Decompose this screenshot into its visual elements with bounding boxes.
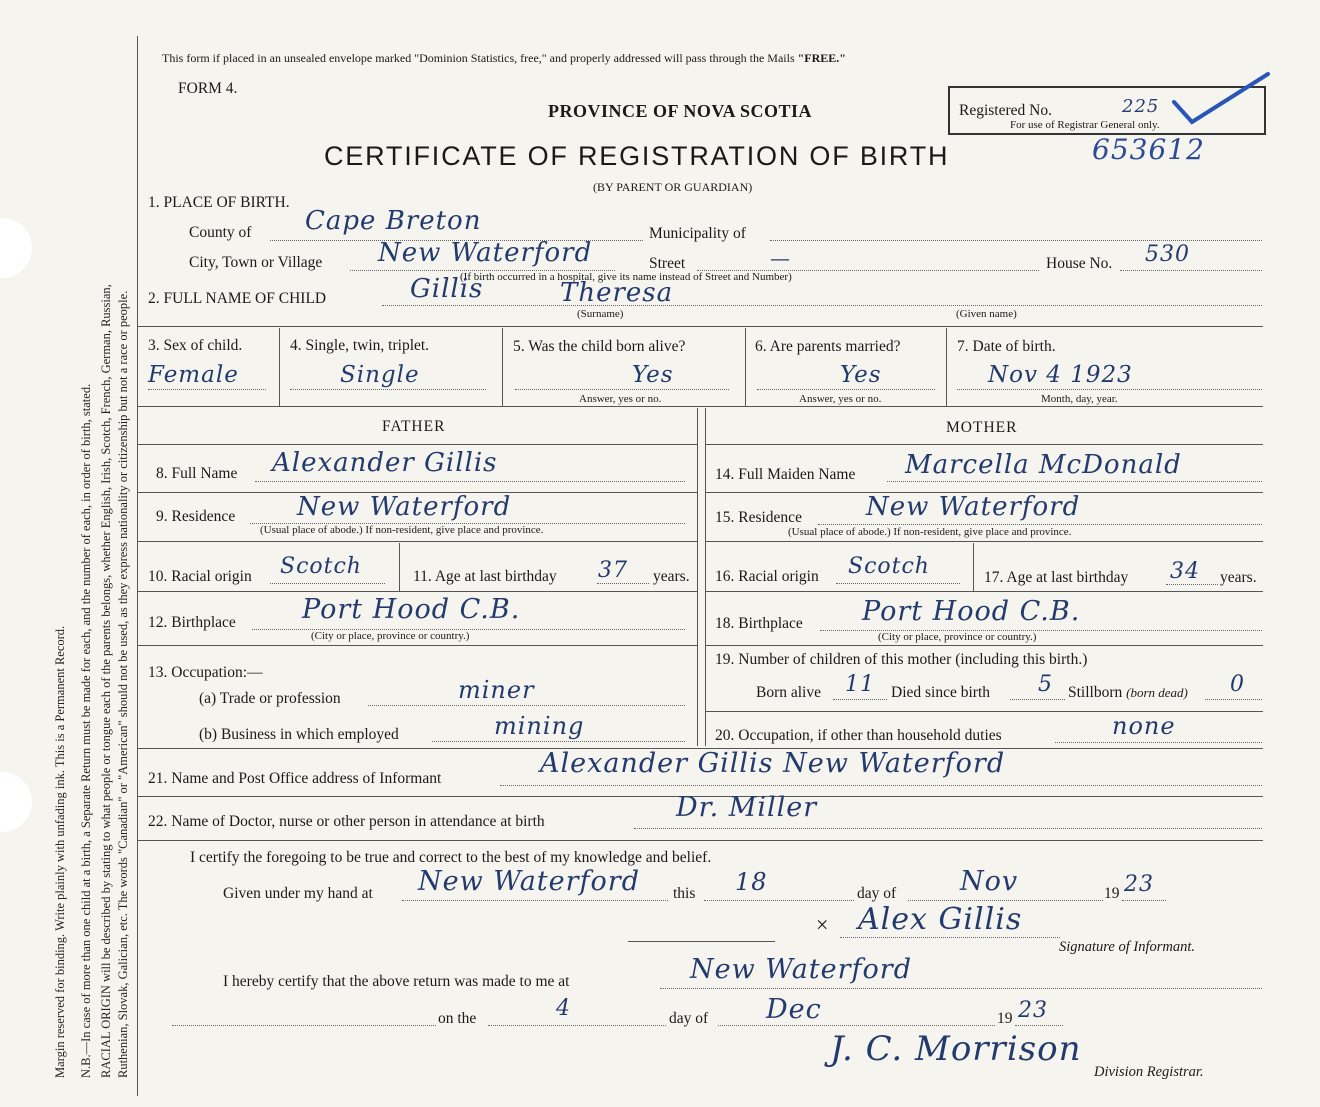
mother-name-value: Marcella McDonald <box>905 450 1182 480</box>
house-number-line <box>1120 270 1262 271</box>
child-name-line <box>382 305 1262 306</box>
division-registrar-caption: Division Registrar. <box>1094 1064 1204 1080</box>
county-value: Cape Breton <box>305 206 482 236</box>
father-age-line <box>597 583 649 584</box>
row-rule <box>705 711 1263 712</box>
father-name-label: 8. Full Name <box>156 465 238 482</box>
parents-divider <box>697 408 698 746</box>
county-label: County of <box>189 224 252 241</box>
certificate-title: CERTIFICATE OF REGISTRATION OF BIRTH <box>324 141 950 171</box>
registrar-use-note: For use of Registrar General only. <box>1010 119 1160 131</box>
father-heading: FATHER <box>382 418 446 435</box>
trade-label: (a) Trade or profession <box>199 690 341 707</box>
stillborn-line <box>1205 699 1262 700</box>
date-of-birth-line <box>957 389 1262 390</box>
mother-residence-value: New Waterford <box>866 492 1081 522</box>
certificate-subtitle: (BY PARENT OR GUARDIAN) <box>593 180 753 194</box>
father-birthplace-value: Port Hood C.B. <box>302 594 521 625</box>
row-rule <box>137 645 697 646</box>
mother-birthplace-label: 18. Birthplace <box>715 615 803 632</box>
parents-divider <box>705 408 706 746</box>
business-value: mining <box>494 712 585 740</box>
given-year-line <box>1122 900 1166 901</box>
died-since-birth-line <box>1010 699 1065 700</box>
registrar-place-line <box>660 988 1262 989</box>
informant-signature-line <box>840 937 1060 938</box>
surname-caption: (Surname) <box>577 308 624 320</box>
father-name-line <box>255 481 685 482</box>
mother-residence-label: 15. Residence <box>715 509 802 526</box>
registered-label: Registered No. <box>959 102 1052 119</box>
row-rule <box>705 591 1263 592</box>
birthplace-caption: (City or place, province or country.) <box>878 631 1037 643</box>
row-rule <box>137 541 697 542</box>
informant-line <box>500 785 1262 786</box>
binding-hole <box>0 772 32 832</box>
mother-racial-line <box>836 583 960 584</box>
trade-value: miner <box>458 676 535 704</box>
row-rule <box>705 444 1263 445</box>
street-value: — <box>770 246 791 270</box>
given-name-caption: (Given name) <box>956 308 1017 320</box>
on-the-label: on the <box>438 1010 477 1027</box>
given-year-value: 23 <box>1124 872 1154 897</box>
father-name-value: Alexander Gillis <box>272 448 498 478</box>
registrar-year-line <box>1015 1025 1063 1026</box>
mother-name-line <box>887 481 1262 482</box>
mother-name-label: 14. Full Maiden Name <box>715 466 856 483</box>
stillborn-value: 0 <box>1230 672 1245 697</box>
attendant-value: Dr. Miller <box>676 792 818 823</box>
mother-racial-value: Scotch <box>848 554 930 579</box>
binding-hole <box>0 218 32 278</box>
mother-age-label: 17. Age at last birthday <box>984 569 1129 586</box>
mother-heading: MOTHER <box>946 419 1018 436</box>
abode-caption: (Usual place of abode.) If non-resident, give place and province. <box>788 526 1072 538</box>
father-age-label: 11. Age at last birthday <box>413 568 557 585</box>
business-line <box>432 741 685 742</box>
stillborn-label: Stillborn (born dead) <box>1068 684 1188 701</box>
given-under-hand-label: Given under my hand at <box>223 885 373 902</box>
mother-age-line <box>1166 584 1218 585</box>
given-place-value: New Waterford <box>418 866 640 897</box>
column-divider <box>399 543 400 591</box>
plurality-label: 4. Single, twin, triplet. <box>290 337 430 354</box>
margin-rule <box>137 36 138 1096</box>
sex-line <box>148 389 266 390</box>
given-place-line <box>402 900 668 901</box>
given-month-value: Nov <box>960 866 1019 897</box>
column-divider <box>502 328 503 406</box>
municipality-line <box>770 240 1262 241</box>
mother-residence-line <box>818 524 1262 525</box>
father-residence-label: 9. Residence <box>156 508 236 525</box>
attendant-label: 22. Name of Doctor, nurse or other person in attendance at birth <box>148 813 545 830</box>
parents-married-line <box>757 389 935 390</box>
mother-racial-label: 16. Racial origin <box>715 568 819 585</box>
row-rule <box>137 326 1263 327</box>
died-since-birth-label: Died since birth <box>891 684 991 701</box>
row-rule <box>137 444 697 445</box>
father-racial-line <box>270 583 385 584</box>
abode-caption: (Usual place of abode.) If non-resident, give place and province. <box>260 524 544 536</box>
certification-statement: I certify the foregoing to be true and correct to the best of my knowledge and belief. <box>190 849 712 866</box>
house-number-label: House No. <box>1046 255 1113 272</box>
born-alive-value: Yes <box>632 362 674 388</box>
date-of-birth-label: 7. Date of birth. <box>957 338 1056 355</box>
row-rule <box>137 840 1263 841</box>
city-label: City, Town or Village <box>189 254 323 271</box>
margin-note: Margin reserved for binding. Write plainly with unfading ink. This is a Permanent Record. <box>53 625 67 1078</box>
plurality-line <box>290 389 486 390</box>
born-alive-count-line <box>833 699 887 700</box>
house-number-value: 530 <box>1145 242 1190 267</box>
business-label: (b) Business in which employed <box>199 726 399 743</box>
trade-line <box>368 705 685 706</box>
form-number: FORM 4. <box>178 80 238 97</box>
date-of-birth-value: Nov 4 1923 <box>988 362 1133 388</box>
column-divider <box>946 328 947 406</box>
street-label: Street <box>649 255 686 272</box>
sex-value: Female <box>148 362 239 388</box>
born-alive-label: 5. Was the child born alive? <box>513 338 686 355</box>
child-surname-value: Gillis <box>410 274 484 304</box>
given-month-line <box>908 900 1103 901</box>
born-alive-count-value: 11 <box>845 672 875 697</box>
row-rule <box>137 406 1263 407</box>
child-name-label: 2. FULL NAME OF CHILD <box>148 290 327 307</box>
father-racial-label: 10. Racial origin <box>148 568 252 585</box>
sex-label: 3. Sex of child. <box>148 337 243 354</box>
racial-origin-note: RACIAL ORIGIN will be described by stating to what people or tongue each of the parents belongs, whether English, Irish, Scotch, French, German, Russian, <box>99 284 113 1078</box>
birthplace-caption: (City or place, province or country.) <box>311 630 470 642</box>
mother-years-label: years. <box>1220 569 1257 586</box>
registrar-month-value: Dec <box>766 994 822 1025</box>
informant-signature: Alex Gillis <box>858 902 1023 937</box>
died-since-birth-value: 5 <box>1038 672 1053 697</box>
father-age-value: 37 <box>598 558 628 583</box>
multiple-birth-note: N.B.—In case of more than one child at a birth, a Separate Return must be made for each, and the number of each, in order of birth, stated. <box>79 383 93 1078</box>
children-count-label: 19. Number of children of this mother (including this birth.) <box>715 651 1088 668</box>
municipality-label: Municipality of <box>649 225 746 242</box>
racial-origin-note-continued: Ruthenian, Slovak, Galician, etc. The words "Canadian" or "American" should not be used, as they express nationality or citizenship but not a race or people. <box>116 290 130 1078</box>
informant-mark: × <box>816 912 829 937</box>
column-divider <box>973 543 974 591</box>
plurality-value: Single <box>340 362 420 388</box>
day-of-label: day of <box>857 885 897 902</box>
mother-occupation-line <box>1055 742 1262 743</box>
province-heading: PROVINCE OF NOVA SCOTIA <box>548 101 813 121</box>
given-day-line <box>704 900 854 901</box>
registrar-statement: I hereby certify that the above return was made to me at <box>223 973 570 990</box>
registrar-day-value: 4 <box>556 996 571 1021</box>
parents-married-value: Yes <box>840 362 882 388</box>
this-label: this <box>673 885 696 902</box>
registrar-day-of-label: day of <box>669 1010 709 1027</box>
mother-occupation-label: 20. Occupation, if other than household duties <box>715 727 1002 744</box>
given-day-value: 18 <box>735 868 768 896</box>
column-divider <box>745 328 746 406</box>
mother-age-value: 34 <box>1170 559 1200 584</box>
witness-line <box>628 941 775 942</box>
hospital-note: (If birth occurred in a hospital, give its name instead of Street and Number) <box>460 271 792 283</box>
place-of-birth-label: 1. PLACE OF BIRTH. <box>148 194 290 211</box>
city-value: New Waterford <box>378 238 593 268</box>
check-mark-icon <box>1170 68 1274 128</box>
father-residence-value: New Waterford <box>297 492 512 522</box>
father-birthplace-label: 12. Birthplace <box>148 614 236 631</box>
column-divider <box>279 328 280 406</box>
year-prefix: 19 <box>1104 885 1120 902</box>
father-years-label: years. <box>653 568 690 585</box>
registered-handwritten-number: 225 <box>1122 96 1160 117</box>
informant-signature-caption: Signature of Informant. <box>1059 939 1196 955</box>
father-occupation-label: 13. Occupation:— <box>148 664 263 681</box>
parents-married-label: 6. Are parents married? <box>755 338 901 355</box>
father-racial-value: Scotch <box>280 554 362 579</box>
registration-number: 653612 <box>1092 133 1205 166</box>
date-caption: Month, day, year. <box>1041 393 1118 405</box>
mother-occupation-value: none <box>1112 712 1176 740</box>
row-rule <box>137 591 697 592</box>
registrar-year-prefix: 19 <box>997 1010 1013 1027</box>
registrar-blank-line <box>172 1025 436 1026</box>
answer-caption: Answer, yes or no. <box>579 393 662 405</box>
informant-value: Alexander Gillis New Waterford <box>540 748 1006 779</box>
attendant-line <box>634 828 1262 829</box>
row-rule <box>705 645 1263 646</box>
row-rule <box>705 541 1263 542</box>
born-alive-count-label: Born alive <box>756 684 821 701</box>
registrar-signature: J. C. Morrison <box>830 1029 1082 1069</box>
registrar-year-value: 23 <box>1018 998 1048 1023</box>
child-given-name-value: Theresa <box>560 278 674 308</box>
registrar-place-value: New Waterford <box>690 954 912 985</box>
informant-label: 21. Name and Post Office address of Informant <box>148 770 442 787</box>
mother-birthplace-value: Port Hood C.B. <box>862 596 1081 627</box>
answer-caption: Answer, yes or no. <box>799 393 882 405</box>
mail-note: This form if placed in an unsealed envelope marked "Dominion Statistics, free," and properly addressed will pass through the Mails "FREE." <box>162 51 846 65</box>
born-alive-line <box>515 389 729 390</box>
registrar-month-line <box>718 1025 995 1026</box>
registrar-day-line <box>488 1025 666 1026</box>
